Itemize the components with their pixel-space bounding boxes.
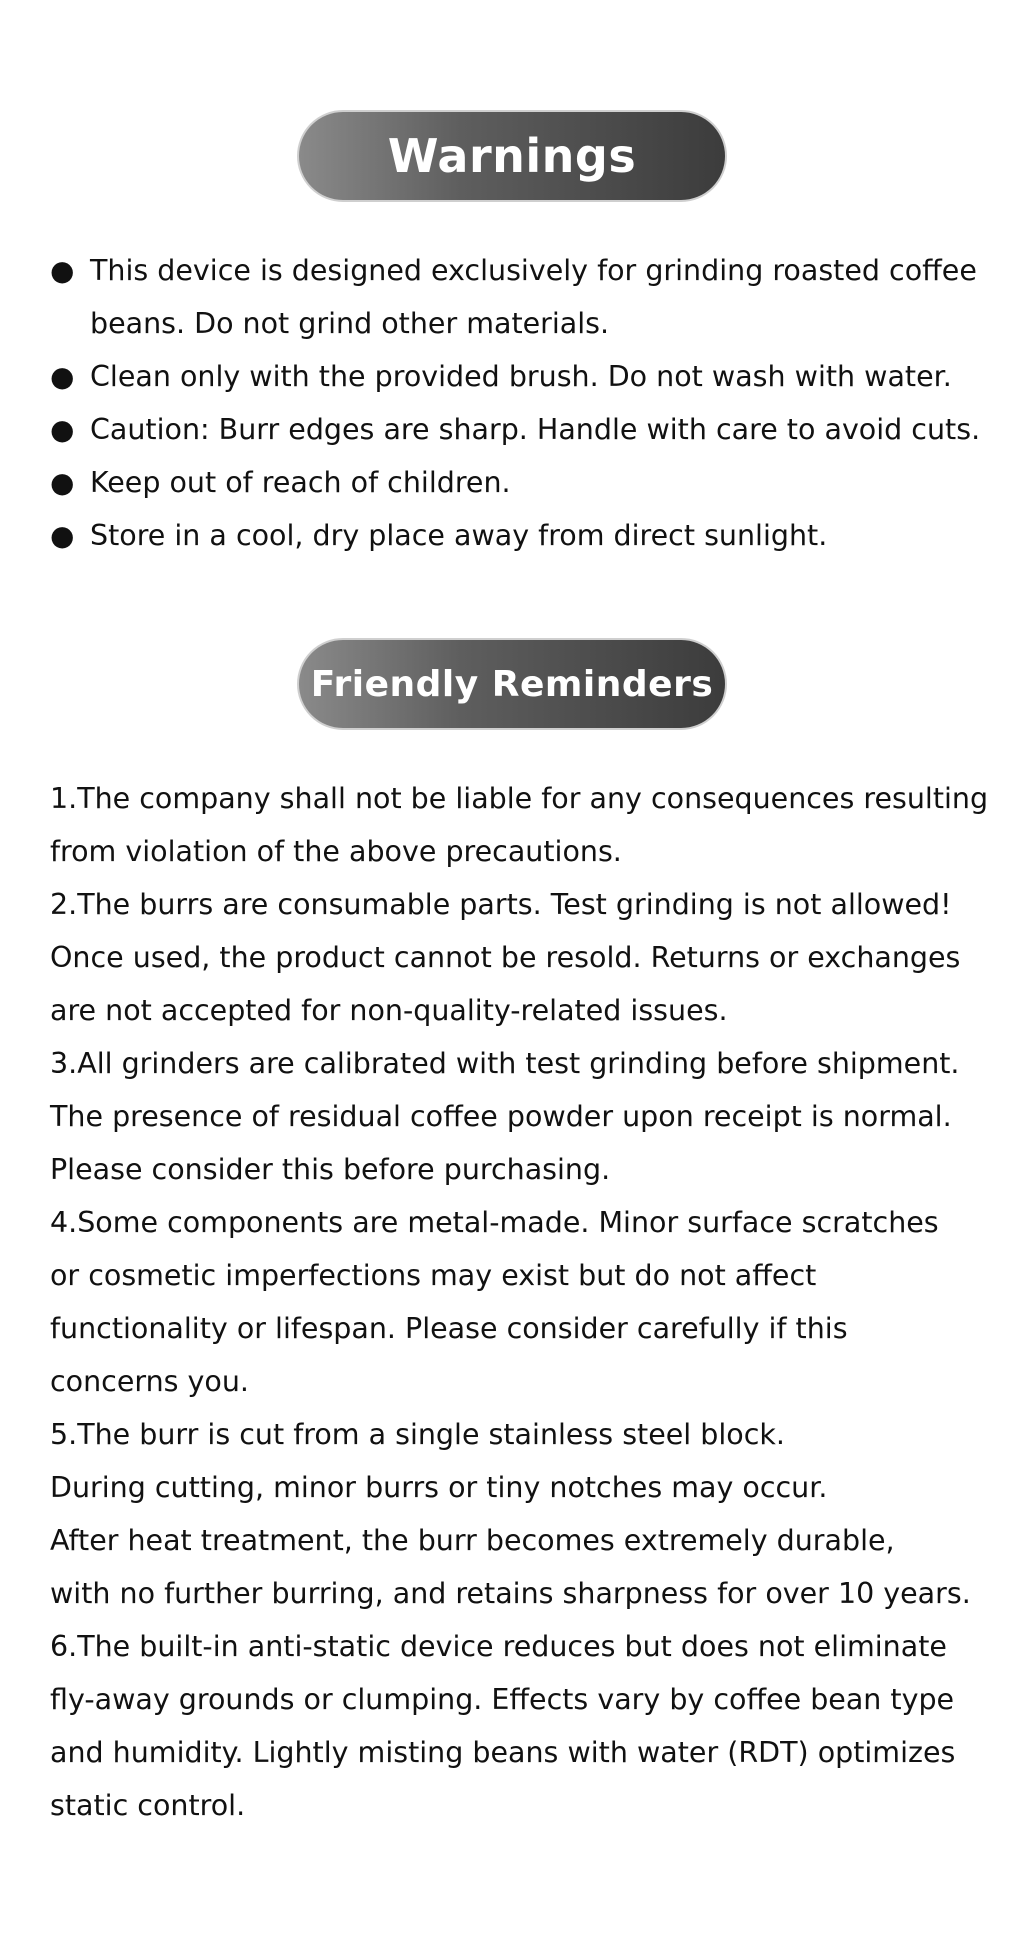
reminder-line: The presence of residual coffee powder upon receipt is normal.: [50, 1100, 952, 1133]
warning-item: [50, 350, 1010, 403]
reminders-title: Friendly Reminders: [310, 663, 714, 705]
warning-text: Store in a cool, dry place away from direct sunlight.: [90, 519, 828, 552]
bullet-icon: ●: [50, 519, 75, 552]
warning-text: This device is designed exclusively for grinding roasted coffee beans. Do not grind other materials.: [90, 254, 977, 340]
warning-item: [50, 244, 1010, 350]
reminder-line: are not accepted for non-quality-related issues.: [50, 994, 728, 1027]
reminder-line: and humidity. Lightly misting beans with water (RDT) optimizes: [50, 1736, 956, 1769]
reminder-line: After heat treatment, the burr becomes extremely durable,: [50, 1524, 895, 1557]
warning-item: [50, 403, 1010, 456]
warning-text: Caution: Burr edges are sharp. Handle with care to avoid cuts.: [90, 413, 981, 446]
bullet-icon: ●: [50, 360, 75, 393]
warning-item: [50, 509, 1010, 562]
reminder-line: 6.The built-in anti-static device reduces but does not eliminate: [50, 1630, 947, 1663]
reminders-body: [50, 772, 1010, 1832]
reminder-line: from violation of the above precautions.: [50, 835, 622, 868]
warning-text: Clean only with the provided brush. Do not wash with water.: [90, 360, 952, 393]
warnings-title: Warnings: [387, 129, 637, 183]
reminder-line: 4.Some components are metal-made. Minor surface scratches: [50, 1206, 939, 1239]
warning-item: [50, 456, 1010, 509]
reminder-line: with no further burring, and retains sharpness for over 10 years.: [50, 1577, 971, 1610]
reminder-line: 3.All grinders are calibrated with test grinding before shipment.: [50, 1047, 960, 1080]
reminder-line: 2.The burrs are consumable parts. Test grinding is not allowed!: [50, 888, 952, 921]
reminder-line: functionality or lifespan. Please consider carefully if this: [50, 1312, 848, 1345]
reminder-line: 1.The company shall not be liable for any consequences resulting: [50, 782, 989, 815]
warnings-heading-badge: [297, 110, 727, 202]
reminder-line: concerns you.: [50, 1365, 249, 1398]
warning-text: Keep out of reach of children.: [90, 466, 511, 499]
warnings-list: [50, 244, 1010, 562]
bullet-icon: ●: [50, 466, 75, 499]
reminder-line: static control.: [50, 1789, 246, 1822]
reminder-line: Once used, the product cannot be resold. Returns or exchanges: [50, 941, 961, 974]
reminder-line: 5.The burr is cut from a single stainless steel block.: [50, 1418, 785, 1451]
reminder-line: Please consider this before purchasing.: [50, 1153, 611, 1186]
reminder-line: fly-away grounds or clumping. Effects vary by coffee bean type: [50, 1683, 955, 1716]
reminder-line: During cutting, minor burrs or tiny notches may occur.: [50, 1471, 828, 1504]
reminder-line: or cosmetic imperfections may exist but do not affect: [50, 1259, 817, 1292]
bullet-icon: ●: [50, 413, 75, 446]
reminders-heading-badge: [297, 638, 727, 730]
bullet-icon: ●: [50, 254, 75, 287]
